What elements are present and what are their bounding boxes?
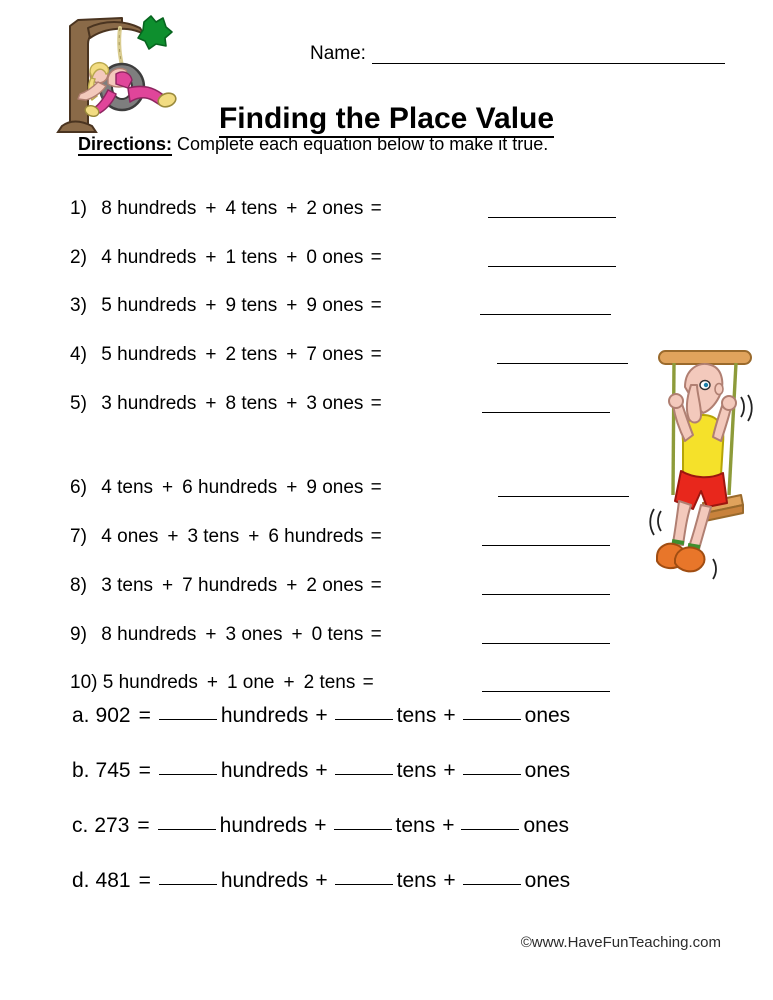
equals-sign: = bbox=[138, 759, 151, 782]
answer-blank-line[interactable] bbox=[482, 643, 610, 644]
equals-sign: = bbox=[138, 704, 151, 727]
answer-blank-line[interactable] bbox=[498, 496, 629, 497]
problem-number: 1) bbox=[70, 198, 87, 219]
plus-operator: + bbox=[315, 759, 328, 782]
problem-term: 8 hundreds bbox=[101, 198, 197, 219]
problem-row bbox=[70, 245, 650, 294]
place-value-label: tens bbox=[396, 759, 437, 782]
plus-operator: + bbox=[248, 526, 260, 548]
problem-number: 8) bbox=[70, 574, 87, 596]
problem-term: 3 tens bbox=[187, 526, 240, 548]
problem-term: 4 hundreds bbox=[101, 246, 197, 268]
place-value-label: hundreds bbox=[219, 814, 308, 837]
problem-term: 6 hundreds bbox=[268, 526, 364, 548]
equals-sign: = bbox=[370, 526, 382, 548]
decomposition-value: 902 bbox=[95, 704, 131, 727]
decomposition-row bbox=[72, 758, 692, 813]
problem-term: 0 ones bbox=[306, 246, 364, 268]
problem-number: 5) bbox=[70, 392, 87, 414]
decomposition-value: 273 bbox=[94, 814, 130, 837]
plus-operator: + bbox=[443, 759, 456, 782]
place-value-label: tens bbox=[396, 704, 437, 727]
equals-sign: = bbox=[362, 672, 374, 694]
problem-number: 3) bbox=[70, 295, 87, 317]
problem-number: 7) bbox=[70, 526, 87, 548]
answer-blank-line[interactable] bbox=[335, 774, 393, 775]
problem-term: 3 ones bbox=[306, 392, 364, 414]
directions-text: Complete each equation below to make it true. bbox=[172, 134, 549, 154]
answer-blank-line[interactable] bbox=[463, 774, 521, 775]
answer-blank-line[interactable] bbox=[480, 314, 611, 315]
answer-blank-line[interactable] bbox=[482, 594, 610, 595]
answer-blank-line[interactable] bbox=[488, 217, 616, 218]
problem-expression bbox=[70, 524, 382, 550]
answer-blank-line[interactable] bbox=[463, 884, 521, 885]
problem-number: 4) bbox=[70, 344, 87, 366]
answer-blank-line[interactable] bbox=[461, 829, 519, 830]
equals-sign: = bbox=[370, 246, 382, 268]
plus-operator: + bbox=[205, 623, 217, 645]
equals-sign: = bbox=[137, 814, 150, 837]
answer-blank-line[interactable] bbox=[488, 266, 616, 267]
decomposition-letter: c. bbox=[72, 814, 89, 837]
answer-blank-line[interactable] bbox=[334, 829, 392, 830]
footer-copyright: ©www.HaveFunTeaching.com bbox=[520, 934, 721, 951]
place-value-label: tens bbox=[396, 869, 437, 892]
problem-term: 3 ones bbox=[225, 623, 283, 645]
problem-expression bbox=[70, 670, 374, 696]
problem-term: 5 hundreds bbox=[101, 295, 197, 317]
problem-expression bbox=[70, 573, 382, 599]
problem-term: 4 tens bbox=[101, 477, 154, 499]
plus-operator: + bbox=[205, 344, 217, 366]
problem-term: 4 tens bbox=[225, 198, 278, 219]
problem-term: 9 tens bbox=[225, 295, 278, 317]
problem-term: 2 tens bbox=[303, 672, 356, 694]
answer-blank-line[interactable] bbox=[497, 363, 628, 364]
place-value-label: ones bbox=[524, 759, 571, 782]
problem-expression bbox=[70, 391, 382, 417]
problem-term: 1 one bbox=[226, 672, 275, 694]
problem-term: 0 tens bbox=[311, 623, 364, 645]
page-title bbox=[0, 102, 773, 136]
equals-sign: = bbox=[138, 869, 151, 892]
plus-operator: + bbox=[205, 246, 217, 268]
problem-number: 10) bbox=[70, 672, 98, 694]
answer-blank-line[interactable] bbox=[335, 719, 393, 720]
directions-line bbox=[78, 134, 548, 155]
boy-swing-clipart bbox=[645, 345, 765, 585]
plus-operator: + bbox=[286, 574, 298, 596]
answer-blank-line[interactable] bbox=[159, 719, 217, 720]
place-value-label: hundreds bbox=[220, 759, 309, 782]
answer-blank-line[interactable] bbox=[159, 884, 217, 885]
place-value-label: hundreds bbox=[220, 704, 309, 727]
problem-expression bbox=[70, 475, 382, 501]
problem-expression bbox=[70, 245, 382, 271]
problem-row bbox=[70, 475, 650, 524]
place-value-label: ones bbox=[523, 814, 570, 837]
problem-row bbox=[70, 524, 650, 573]
plus-operator: + bbox=[442, 814, 455, 837]
plus-operator: + bbox=[286, 477, 298, 499]
equals-sign: = bbox=[370, 574, 382, 596]
problem-term: 1 tens bbox=[225, 246, 278, 268]
decomposition-row bbox=[72, 813, 692, 868]
equals-sign: = bbox=[370, 477, 382, 499]
equals-sign: = bbox=[370, 198, 382, 219]
plus-operator: + bbox=[205, 392, 217, 414]
plus-operator: + bbox=[162, 574, 174, 596]
plus-operator: + bbox=[291, 623, 303, 645]
problem-number: 2) bbox=[70, 246, 87, 268]
problem-term: 5 hundreds bbox=[102, 672, 198, 694]
problem-term: 9 ones bbox=[306, 295, 364, 317]
plus-operator: + bbox=[286, 198, 298, 219]
answer-blank-line[interactable] bbox=[482, 412, 610, 413]
place-value-label: tens bbox=[395, 814, 436, 837]
problem-term: 6 hundreds bbox=[182, 477, 278, 499]
name-input-line[interactable] bbox=[372, 48, 725, 64]
decomposition-problems-list bbox=[72, 703, 692, 923]
numbered-problems-list bbox=[70, 196, 650, 719]
plus-operator: + bbox=[286, 295, 298, 317]
problem-row bbox=[70, 293, 650, 342]
problem-term: 8 hundreds bbox=[101, 623, 197, 645]
answer-blank-line[interactable] bbox=[158, 829, 216, 830]
plus-operator: + bbox=[167, 526, 179, 548]
problem-term: 2 tens bbox=[225, 344, 278, 366]
plus-operator: + bbox=[205, 198, 217, 219]
plus-operator: + bbox=[286, 392, 298, 414]
answer-blank-line[interactable] bbox=[159, 774, 217, 775]
problem-row bbox=[70, 196, 650, 245]
name-field-row bbox=[310, 44, 725, 64]
plus-operator: + bbox=[315, 869, 328, 892]
problem-term: 3 hundreds bbox=[101, 392, 197, 414]
problem-term: 7 ones bbox=[306, 344, 364, 366]
plus-operator: + bbox=[286, 246, 298, 268]
decomposition-value: 481 bbox=[95, 869, 131, 892]
decomposition-value: 745 bbox=[95, 759, 131, 782]
plus-operator: + bbox=[283, 672, 295, 694]
equals-sign: = bbox=[370, 392, 382, 414]
answer-blank-line[interactable] bbox=[463, 719, 521, 720]
problem-expression bbox=[70, 342, 382, 368]
name-label: Name: bbox=[310, 43, 366, 64]
answer-blank-line[interactable] bbox=[482, 545, 610, 546]
problem-term: 3 tens bbox=[101, 574, 154, 596]
problem-expression bbox=[70, 196, 382, 222]
plus-operator: + bbox=[443, 704, 456, 727]
problem-row bbox=[70, 573, 650, 622]
problem-number: 6) bbox=[70, 477, 87, 499]
place-value-label: ones bbox=[524, 869, 571, 892]
decomposition-row bbox=[72, 868, 692, 923]
answer-blank-line[interactable] bbox=[335, 884, 393, 885]
place-value-label: ones bbox=[524, 704, 571, 727]
problem-term: 9 ones bbox=[306, 477, 364, 499]
problem-expression bbox=[70, 293, 382, 319]
place-value-label: hundreds bbox=[220, 869, 309, 892]
problem-term: 2 ones bbox=[306, 198, 364, 219]
problem-row bbox=[70, 391, 650, 440]
problem-row bbox=[70, 622, 650, 671]
problem-term: 2 ones bbox=[306, 574, 364, 596]
plus-operator: + bbox=[162, 477, 174, 499]
problem-term: 4 ones bbox=[101, 526, 159, 548]
decomposition-letter: d. bbox=[72, 869, 90, 892]
problem-expression bbox=[70, 622, 382, 648]
problem-number: 9) bbox=[70, 623, 87, 645]
problem-row bbox=[70, 342, 650, 391]
problem-term: 8 tens bbox=[225, 392, 278, 414]
plus-operator: + bbox=[206, 672, 218, 694]
equals-sign: = bbox=[370, 623, 382, 645]
equals-sign: = bbox=[370, 295, 382, 317]
page-title-text: Finding the Place Value bbox=[219, 102, 554, 138]
plus-operator: + bbox=[314, 814, 327, 837]
problem-term: 7 hundreds bbox=[182, 574, 278, 596]
plus-operator: + bbox=[315, 704, 328, 727]
plus-operator: + bbox=[286, 344, 298, 366]
decomposition-row bbox=[72, 703, 692, 758]
problem-term: 5 hundreds bbox=[101, 344, 197, 366]
plus-operator: + bbox=[205, 295, 217, 317]
decomposition-letter: a. bbox=[72, 704, 90, 727]
decomposition-letter: b. bbox=[72, 759, 90, 782]
directions-label: Directions: bbox=[78, 134, 173, 154]
equals-sign: = bbox=[370, 344, 382, 366]
answer-blank-line[interactable] bbox=[482, 691, 610, 692]
plus-operator: + bbox=[443, 869, 456, 892]
